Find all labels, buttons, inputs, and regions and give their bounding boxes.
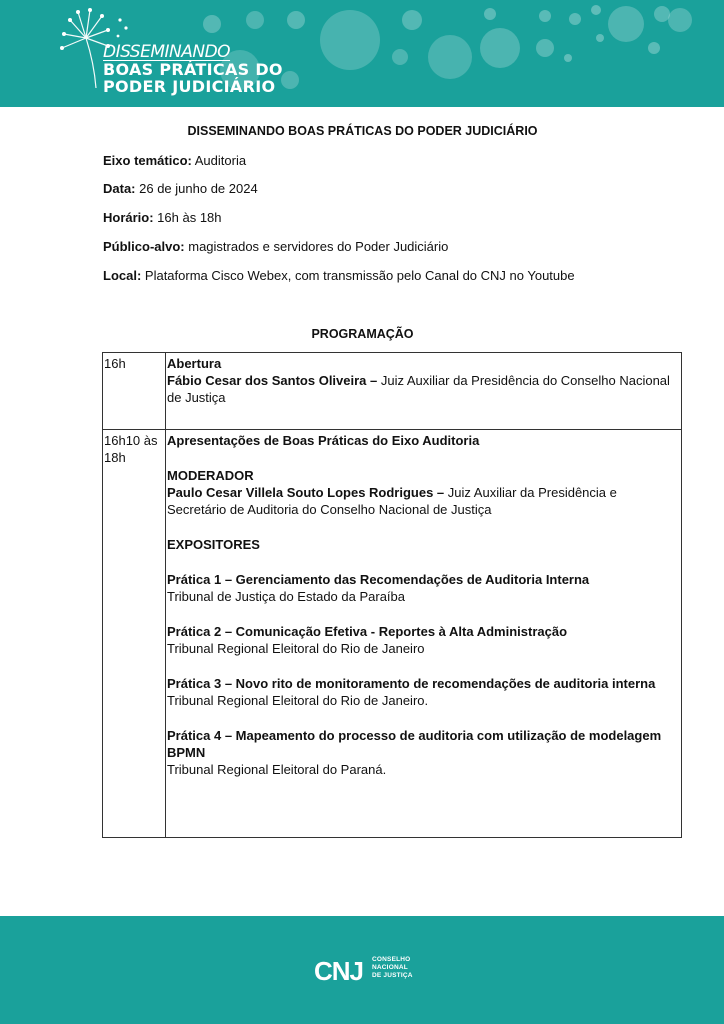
info-label: Público-alvo: xyxy=(103,239,185,254)
moderator-name: Paulo Cesar Villela Souto Lopes Rodrigues – xyxy=(167,485,445,500)
table-row xyxy=(103,353,682,430)
practice-title: Prática 3 – Novo rito de monitoramento de recomendações de auditoria interna xyxy=(167,676,656,691)
info-label: Local: xyxy=(103,268,142,283)
info-value: 16h às 18h xyxy=(153,210,222,225)
info-value: Auditoria xyxy=(191,153,247,168)
cnj-logo-icon xyxy=(314,956,370,984)
info-label: Eixo temático: xyxy=(103,153,192,168)
info-audience xyxy=(103,238,448,255)
program-logo-text xyxy=(103,44,283,95)
moderator-line xyxy=(167,484,679,518)
footer-banner xyxy=(0,916,724,1024)
cnj-name xyxy=(372,956,413,980)
speaker-role: Juiz Auxiliar da Presidência do Conselho Nacional de Justiça xyxy=(167,373,670,405)
practice-court: Tribunal Regional Eleitoral do Paraná. xyxy=(167,762,387,777)
time-cell: 16h xyxy=(103,353,166,430)
session-heading: Abertura xyxy=(167,356,222,371)
cnj-line-2: NACIONAL xyxy=(372,964,408,971)
speaker-name: Fábio Cesar dos Santos Oliveira – xyxy=(167,373,378,388)
time-cell: 16h10 às 18h xyxy=(103,430,166,838)
program-table xyxy=(102,352,682,838)
info-label: Horário: xyxy=(103,210,154,225)
header-banner xyxy=(0,0,724,107)
svg-text:CNJ: CNJ xyxy=(314,956,364,984)
speaker-line xyxy=(167,372,679,406)
practice-court: Tribunal de Justiça do Estado da Paraíba xyxy=(167,589,405,604)
info-value: Plataforma Cisco Webex, com transmissão pelo Canal do CNJ no Youtube xyxy=(141,268,575,283)
presenters-heading: EXPOSITORES xyxy=(167,537,260,552)
logo-line-3: PODER JUDICIÁRIO xyxy=(103,77,276,96)
practice-court: Tribunal Regional Eleitoral do Rio de Janeiro. xyxy=(167,693,429,708)
logo-line-1: DISSEMINANDO xyxy=(103,42,231,62)
info-date xyxy=(103,180,258,197)
info-value: magistrados e servidores do Poder Judiciário xyxy=(184,239,449,254)
info-label: Data: xyxy=(103,181,136,196)
cnj-line-3: DE JUSTIÇA xyxy=(372,972,413,979)
session-cell xyxy=(166,353,682,430)
info-value: 26 de junho de 2024 xyxy=(135,181,258,196)
info-theme xyxy=(103,152,246,169)
program-title: PROGRAMAÇÃO xyxy=(311,327,414,341)
info-location xyxy=(103,267,575,284)
practice-court: Tribunal Regional Eleitoral do Rio de Janeiro xyxy=(167,641,425,656)
moderator-heading: MODERADOR xyxy=(167,468,254,483)
moderator-role: Juiz Auxiliar da Presidência e Secretário de Auditoria do Conselho Nacional de Justiça xyxy=(167,485,617,517)
table-row xyxy=(103,430,682,838)
practice-title: Prática 1 – Gerenciamento das Recomendações de Auditoria Interna xyxy=(167,572,590,587)
session-cell xyxy=(166,430,682,838)
practice-title: Prática 4 – Mapeamento do processo de auditoria com utilização de modelagem BPMN xyxy=(167,728,662,760)
practice-title: Prática 2 – Comunicação Efetiva - Reportes à Alta Administração xyxy=(167,624,568,639)
info-time xyxy=(103,209,222,226)
cnj-line-1: CONSELHO xyxy=(372,956,411,963)
session-heading: Apresentações de Boas Práticas do Eixo Auditoria xyxy=(167,433,480,448)
logo-line-2: BOAS PRÁTICAS DO xyxy=(103,60,283,79)
document-title: DISSEMINANDO BOAS PRÁTICAS DO PODER JUDICIÁRIO xyxy=(187,124,538,138)
